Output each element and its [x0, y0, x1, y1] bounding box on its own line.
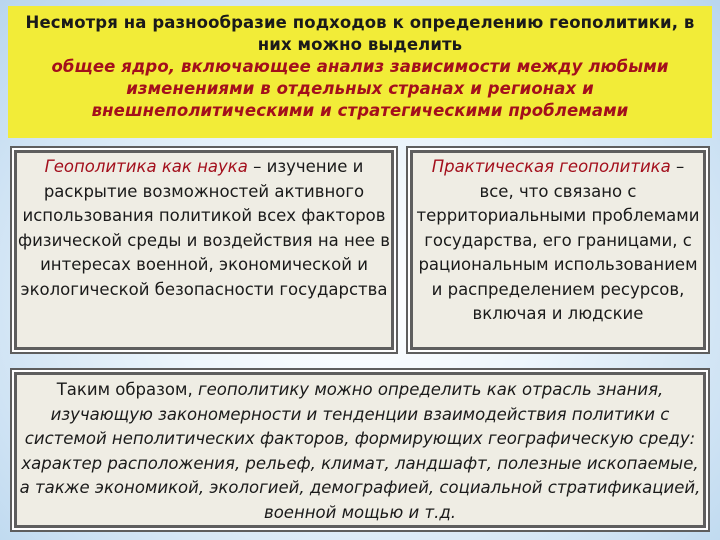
science-geopolitics-term: Геополитика как наука	[44, 157, 248, 176]
science-geopolitics-text: – изучение и раскрытие возможностей активного использования политикой всех факторов физической среды и воздействия на нее в интересах военной, экономической и экологической безопасности государства	[17, 157, 391, 299]
practical-geopolitics-text: – все, что связано с территориальными проблемами государства, его границами, с рациональным использованием и распределением ресурсов, включая и людские	[416, 157, 700, 323]
conclusion-lead: Таким образом,	[56, 380, 198, 399]
practical-geopolitics-box	[410, 150, 706, 350]
conclusion-text: геополитику можно определить как отрасль знания, изучающую закономерности и тенденции взаимодействия политики с системой неполитических факторов, формирующих географическую среду: характер расположения, рельеф, климат, ландшафт, полезные ископаемые, а также экономикой, экологией, демографией, социальной стратификацией, военной мощью и т.д.	[19, 380, 701, 522]
science-geopolitics-box	[14, 150, 394, 350]
header-core-definition: общее ядро, включающее анализ зависимости между любыми изменениями в отдельных странах и регионах и внешнеполитическими и стратегическими проблемами	[51, 57, 669, 120]
header-banner	[8, 6, 712, 138]
practical-geopolitics-term: Практическая геополитика	[431, 157, 671, 176]
conclusion-box	[14, 372, 706, 528]
header-intro: Несмотря на разнообразие подходов к определению геополитики, в них можно выделить	[25, 13, 695, 54]
